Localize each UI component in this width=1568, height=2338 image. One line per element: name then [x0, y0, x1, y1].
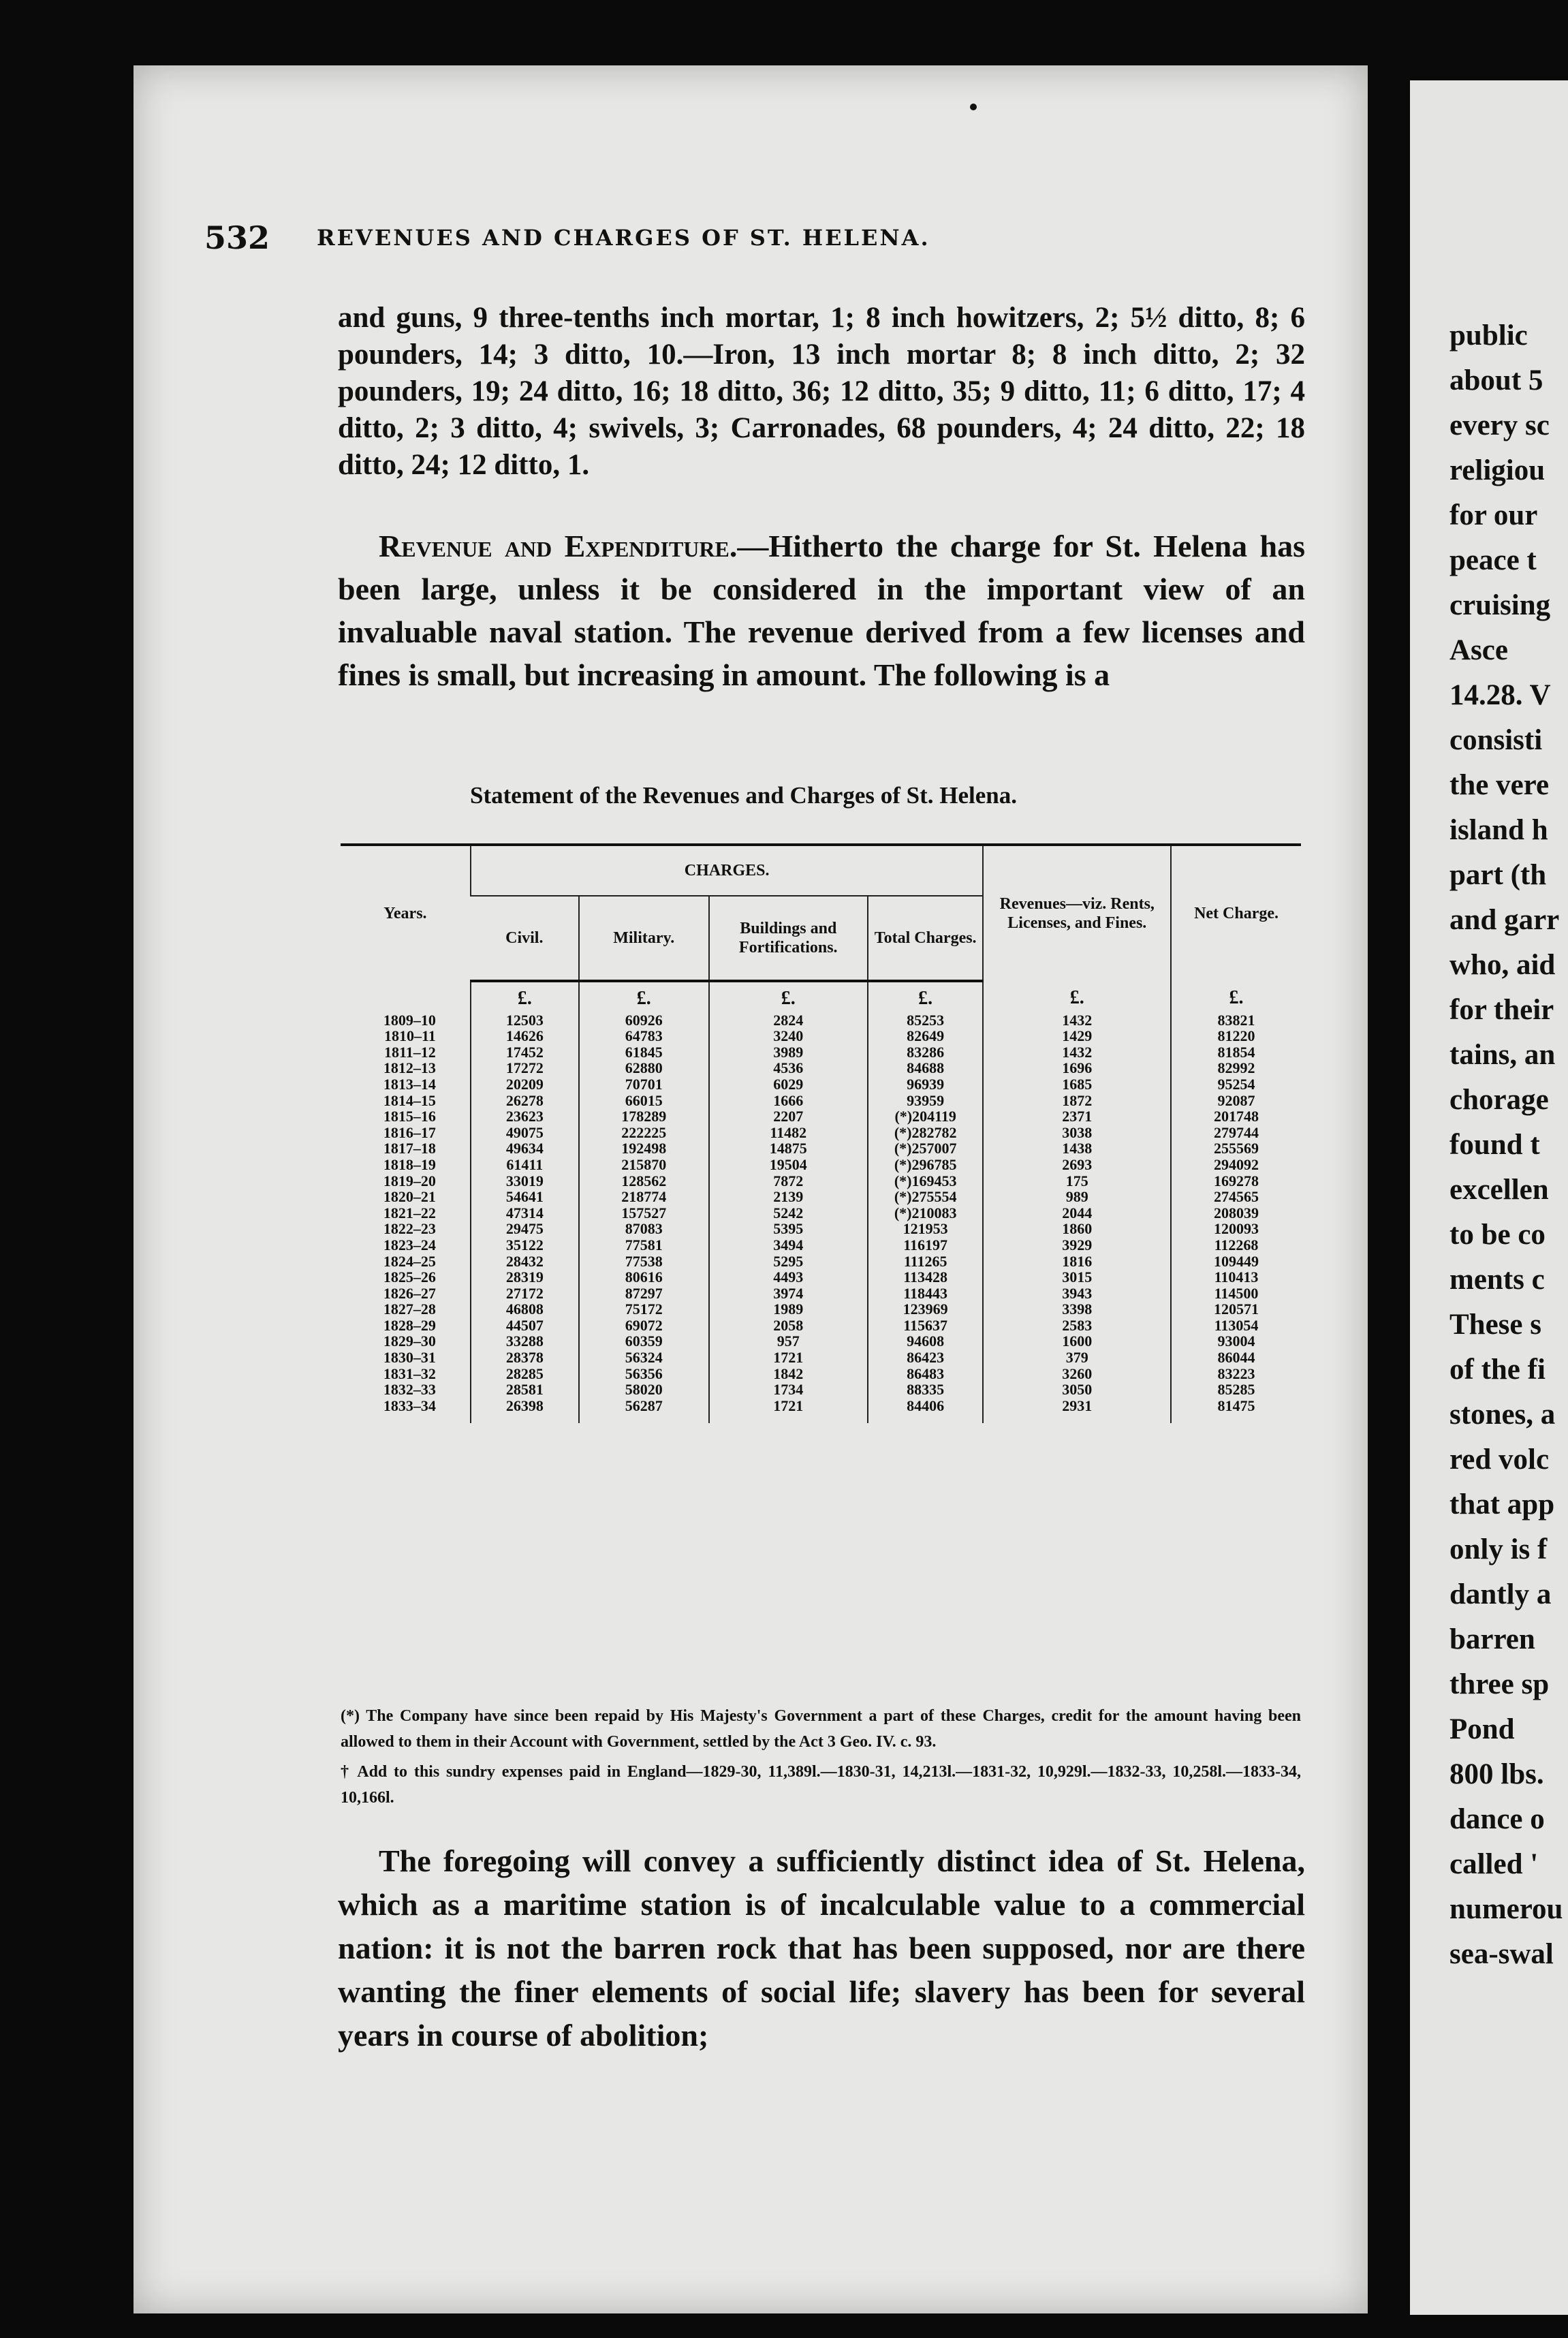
value-cell: 81854	[1171, 1044, 1301, 1061]
value-cell: 175	[983, 1173, 1171, 1189]
value-cell: 4493	[709, 1269, 868, 1285]
value-cell: 1438	[983, 1140, 1171, 1157]
revenue-text	[338, 525, 1305, 696]
value-cell: 56287	[579, 1398, 709, 1424]
table-body	[341, 981, 1301, 1423]
header-revenues: Revenues—viz. Rents, Licenses, and Fines.	[983, 845, 1171, 981]
value-cell: 2207	[709, 1108, 868, 1125]
facing-line: part (th	[1449, 859, 1547, 891]
value-cell: 3943	[983, 1285, 1171, 1302]
value-cell: (*)169453	[868, 1173, 984, 1189]
value-cell: 279744	[1171, 1125, 1301, 1141]
value-cell: 11482	[709, 1125, 868, 1141]
revenue-charges-table	[341, 843, 1301, 1423]
table-row	[341, 1125, 1301, 1141]
value-cell: 28581	[471, 1382, 579, 1398]
table-row	[341, 1285, 1301, 1302]
facing-line: peace t	[1449, 544, 1537, 576]
value-cell: 7872	[709, 1173, 868, 1189]
table-row	[341, 1253, 1301, 1270]
value-cell: 17452	[471, 1044, 579, 1061]
value-cell: 96939	[868, 1076, 984, 1093]
units-cell: £.	[709, 981, 868, 1012]
facing-line: barren	[1449, 1623, 1535, 1655]
value-cell: 1989	[709, 1301, 868, 1318]
facing-line: for their	[1449, 994, 1554, 1026]
facing-page-text	[1449, 313, 1568, 1977]
facing-line: called '	[1449, 1848, 1539, 1880]
value-cell: 60926	[579, 1012, 709, 1029]
value-cell: 85285	[1171, 1382, 1301, 1398]
value-cell: (*)257007	[868, 1140, 984, 1157]
facing-line: that app	[1449, 1488, 1555, 1521]
value-cell: 66015	[579, 1093, 709, 1109]
facing-line: three sp	[1449, 1668, 1550, 1700]
facing-line: tains, an	[1449, 1039, 1556, 1071]
facing-line: for our	[1449, 499, 1538, 531]
value-cell: 85253	[868, 1012, 984, 1029]
closing-body: The foregoing will convey a sufficiently distinct idea of St. Helena, which as a maritime station is of incalculable value to a commercial nation: it is not the barren rock that has been supposed, nor are there wanting the finer elements of social life; slavery has been for several years in course of abolition;	[338, 1843, 1305, 2053]
value-cell: 112268	[1171, 1237, 1301, 1253]
value-cell: 3974	[709, 1285, 868, 1302]
value-cell: 70701	[579, 1076, 709, 1093]
value-cell: 157527	[579, 1205, 709, 1221]
closing-paragraph	[338, 1839, 1305, 2057]
value-cell: 77538	[579, 1253, 709, 1270]
year-cell: 1818–19	[383, 1155, 436, 1173]
header-charges: CHARGES.	[471, 845, 984, 896]
value-cell: 60359	[579, 1333, 709, 1350]
value-cell: 109449	[1171, 1253, 1301, 1270]
value-cell: 110413	[1171, 1269, 1301, 1285]
year-cell: 1831–32	[383, 1365, 436, 1382]
facing-line: to be co	[1449, 1219, 1546, 1251]
facing-line: about 5	[1449, 364, 1543, 396]
value-cell: 222225	[579, 1125, 709, 1141]
facing-line: sea-swal	[1449, 1938, 1554, 1970]
table-row	[341, 1350, 1301, 1366]
value-cell: 115637	[868, 1318, 984, 1334]
facing-line: red volc	[1449, 1444, 1550, 1476]
value-cell: 87297	[579, 1285, 709, 1302]
value-cell: (*)210083	[868, 1205, 984, 1221]
value-cell: 116197	[868, 1237, 984, 1253]
value-cell: 274565	[1171, 1189, 1301, 1205]
value-cell: 2583	[983, 1318, 1171, 1334]
year-cell: 1824–25	[383, 1252, 436, 1270]
revenue-heading: Revenue and Expenditure.	[379, 529, 738, 563]
value-cell: 54641	[471, 1189, 579, 1205]
value-cell: 5395	[709, 1221, 868, 1237]
facing-line: found t	[1449, 1129, 1540, 1161]
value-cell: 61845	[579, 1044, 709, 1061]
value-cell: 1721	[709, 1398, 868, 1424]
value-cell: 5295	[709, 1253, 868, 1270]
year-cell: 1813–14	[383, 1075, 436, 1093]
facing-line: consisti	[1449, 724, 1543, 756]
value-cell: 28378	[471, 1350, 579, 1366]
value-cell: 49634	[471, 1140, 579, 1157]
header-total-charges: Total Charges.	[868, 896, 984, 981]
value-cell: 93004	[1171, 1333, 1301, 1350]
year-cell: 1815–16	[383, 1108, 436, 1125]
facing-line: chorage	[1449, 1084, 1549, 1116]
value-cell: 46808	[471, 1301, 579, 1318]
value-cell: 113428	[868, 1269, 984, 1285]
table-row	[341, 1076, 1301, 1093]
footnote-repaid: (*) The Company have since been repaid by His Majesty's Government a part of these Charges, credit for the amount having been allowed to them in their Account with Government, settled by the Act 3 Geo. IV. c. 93.	[341, 1707, 1301, 1751]
value-cell: 2139	[709, 1189, 868, 1205]
year-cell: 1809–10	[383, 1011, 436, 1029]
table-row	[341, 1382, 1301, 1398]
value-cell: 192498	[579, 1140, 709, 1157]
value-cell: 1842	[709, 1366, 868, 1382]
value-cell: 33019	[471, 1173, 579, 1189]
value-cell: (*)275554	[868, 1189, 984, 1205]
value-cell: (*)204119	[868, 1108, 984, 1125]
value-cell: 1666	[709, 1093, 868, 1109]
value-cell: 6029	[709, 1076, 868, 1093]
header-military: Military.	[579, 896, 709, 981]
year-cell: 1816–17	[383, 1123, 436, 1141]
value-cell: 3929	[983, 1237, 1171, 1253]
value-cell: 61411	[471, 1157, 579, 1173]
value-cell: 14626	[471, 1028, 579, 1044]
value-cell: 1860	[983, 1221, 1171, 1237]
value-cell: 26278	[471, 1093, 579, 1109]
page-number: 532	[204, 219, 270, 256]
value-cell: (*)282782	[868, 1125, 984, 1141]
value-cell: 128562	[579, 1173, 709, 1189]
value-cell: 83223	[1171, 1366, 1301, 1382]
value-cell: 1600	[983, 1333, 1171, 1350]
page-speck	[970, 104, 977, 110]
units-cell: £.	[471, 981, 579, 1012]
facing-line: Asce	[1449, 634, 1508, 666]
value-cell: 294092	[1171, 1157, 1301, 1173]
value-cell: 83821	[1171, 1012, 1301, 1029]
value-cell: 114500	[1171, 1285, 1301, 1302]
value-cell: 118443	[868, 1285, 984, 1302]
value-cell: 1432	[983, 1012, 1171, 1029]
value-cell: 111265	[868, 1253, 984, 1270]
header-years: Years.	[341, 845, 471, 981]
value-cell: 69072	[579, 1318, 709, 1334]
value-cell: 84688	[868, 1060, 984, 1076]
value-cell: 215870	[579, 1157, 709, 1173]
value-cell: 1685	[983, 1076, 1171, 1093]
value-cell: 120093	[1171, 1221, 1301, 1237]
value-cell: 95254	[1171, 1076, 1301, 1093]
table-row	[341, 1205, 1301, 1221]
value-cell: 1816	[983, 1253, 1171, 1270]
value-cell: 26398	[471, 1398, 579, 1424]
year-cell: 1821–22	[383, 1204, 436, 1221]
value-cell: 121953	[868, 1221, 984, 1237]
footnotes	[341, 1703, 1301, 1811]
value-cell: 2824	[709, 1012, 868, 1029]
value-cell: 87083	[579, 1221, 709, 1237]
year-cell: 1829–30	[383, 1332, 436, 1350]
facing-line: the vere	[1449, 769, 1550, 801]
value-cell: 379	[983, 1350, 1171, 1366]
year-cell: 1810–11	[384, 1027, 436, 1045]
value-cell: 82992	[1171, 1060, 1301, 1076]
table-row	[341, 1108, 1301, 1125]
table-row	[341, 1093, 1301, 1109]
value-cell: 19504	[709, 1157, 868, 1173]
value-cell: 120571	[1171, 1301, 1301, 1318]
value-cell: 3038	[983, 1125, 1171, 1141]
units-cell: £.	[1171, 981, 1301, 1012]
value-cell: 47314	[471, 1205, 579, 1221]
value-cell: 255569	[1171, 1140, 1301, 1157]
table-row	[341, 1318, 1301, 1334]
closing-text	[338, 1839, 1305, 2057]
value-cell: 208039	[1171, 1205, 1301, 1221]
facing-line: public	[1449, 319, 1528, 352]
value-cell: 84406	[868, 1398, 984, 1424]
value-cell: 201748	[1171, 1108, 1301, 1125]
facing-line: These s	[1449, 1309, 1541, 1341]
value-cell: 1734	[709, 1382, 868, 1398]
table-row	[341, 1398, 1301, 1424]
facing-line: every sc	[1449, 409, 1550, 441]
value-cell: 17272	[471, 1060, 579, 1076]
facing-line: dantly a	[1449, 1578, 1552, 1610]
facing-line: island h	[1449, 814, 1548, 846]
value-cell: 1432	[983, 1044, 1171, 1061]
page-header	[204, 219, 1308, 256]
value-cell: 4536	[709, 1060, 868, 1076]
facing-line: stones, a	[1449, 1399, 1556, 1431]
value-cell: 3260	[983, 1366, 1171, 1382]
year-cell: 1817–18	[383, 1140, 436, 1157]
value-cell: 123969	[868, 1301, 984, 1318]
table-row	[341, 1012, 1301, 1029]
units-cell: £.	[579, 981, 709, 1012]
value-cell: 3015	[983, 1269, 1171, 1285]
year-cell: 1823–24	[383, 1236, 436, 1253]
facing-line: dance o	[1449, 1803, 1545, 1835]
value-cell: 3398	[983, 1301, 1171, 1318]
units-cell-empty	[341, 981, 471, 1012]
value-cell: 957	[709, 1333, 868, 1350]
year-cell: 1825–26	[383, 1268, 436, 1286]
value-cell: 23623	[471, 1108, 579, 1125]
value-cell: 75172	[579, 1301, 709, 1318]
value-cell: 92087	[1171, 1093, 1301, 1109]
year-cell: 1819–20	[383, 1172, 436, 1189]
value-cell: 81220	[1171, 1028, 1301, 1044]
value-cell: 3989	[709, 1044, 868, 1061]
facing-line: and garr	[1449, 904, 1560, 936]
year-cell: 1830–31	[383, 1349, 436, 1367]
table-row	[341, 1237, 1301, 1253]
value-cell: (*)296785	[868, 1157, 984, 1173]
year-cell: 1814–15	[383, 1091, 436, 1109]
value-cell: 83286	[868, 1044, 984, 1061]
value-cell: 3494	[709, 1237, 868, 1253]
facing-line: only is f	[1449, 1533, 1548, 1565]
value-cell: 2931	[983, 1398, 1171, 1424]
value-cell: 989	[983, 1189, 1171, 1205]
value-cell: 58020	[579, 1382, 709, 1398]
value-cell: 3050	[983, 1382, 1171, 1398]
value-cell: 28285	[471, 1366, 579, 1382]
header-net-charge: Net Charge.	[1171, 845, 1301, 981]
value-cell: 218774	[579, 1189, 709, 1205]
value-cell: 86044	[1171, 1350, 1301, 1366]
year-cell: 1820–21	[383, 1188, 436, 1206]
value-cell: 62880	[579, 1060, 709, 1076]
value-cell: 12503	[471, 1012, 579, 1029]
units-cell: £.	[983, 981, 1171, 1012]
table-row	[341, 1173, 1301, 1189]
value-cell: 2693	[983, 1157, 1171, 1173]
value-cell: 82649	[868, 1028, 984, 1044]
table-row	[341, 1028, 1301, 1044]
table-row	[341, 1333, 1301, 1350]
year-cell: 1811–12	[384, 1043, 436, 1061]
value-cell: 3240	[709, 1028, 868, 1044]
value-cell: 64783	[579, 1028, 709, 1044]
table-row	[341, 1157, 1301, 1173]
year-cell: 1833–34	[383, 1397, 436, 1414]
value-cell: 49075	[471, 1125, 579, 1141]
value-cell: 56324	[579, 1350, 709, 1366]
facing-line: who, aid	[1449, 949, 1556, 981]
units-cell: £.	[868, 981, 984, 1012]
value-cell: 88335	[868, 1382, 984, 1398]
value-cell: 169278	[1171, 1173, 1301, 1189]
value-cell: 93959	[868, 1093, 984, 1109]
guns-paragraph	[338, 300, 1305, 484]
value-cell: 178289	[579, 1108, 709, 1125]
value-cell: 1872	[983, 1093, 1171, 1109]
year-cell: 1826–27	[383, 1284, 436, 1302]
table-row	[341, 1221, 1301, 1237]
table-row	[341, 1189, 1301, 1205]
value-cell: 56356	[579, 1366, 709, 1382]
year-cell: 1812–13	[383, 1059, 436, 1077]
value-cell: 27172	[471, 1285, 579, 1302]
value-cell: 20209	[471, 1076, 579, 1093]
facing-line: religiou	[1449, 454, 1546, 486]
value-cell: 2044	[983, 1205, 1171, 1221]
facing-line: 800 lbs.	[1449, 1758, 1544, 1790]
facing-line: Pond	[1449, 1713, 1515, 1745]
guns-text: and guns, 9 three-tenths inch mortar, 1; 8 inch howitzers, 2; 5½ ditto, 8; 6 pounders, 14; 3 ditto, 10.—Iron, 13 inch mortar 8; 8 inch ditto, 2; 32 pounders, 19; 24 ditto, 16; 18 ditto, 36; 12 ditto, 35; 9 ditto, 11; 6 ditto, 17; 4 ditto, 2; 3 ditto, 4; swivels, 3; Carronades, 68 pounders, 4; 24 ditto, 22; 18 ditto, 24; 12 ditto, 1.	[338, 302, 1305, 481]
facing-line: cruising	[1449, 589, 1551, 621]
value-cell: 44507	[471, 1318, 579, 1334]
facing-line: 14.28. V	[1449, 679, 1551, 711]
year-cell: 1822–23	[383, 1220, 436, 1238]
value-cell: 80616	[579, 1269, 709, 1285]
revenue-body: —Hitherto the charge for St. Helena has been large, unless it be considered in the important view of an invaluable naval station. The revenue derived from a few licenses and fines is small, but increasing in amount. The following is a	[338, 529, 1305, 692]
facing-line: of the fi	[1449, 1354, 1546, 1386]
value-cell: 86423	[868, 1350, 984, 1366]
value-cell: 94608	[868, 1333, 984, 1350]
value-cell: 14875	[709, 1140, 868, 1157]
facing-line: excellen	[1449, 1174, 1549, 1206]
value-cell: 113054	[1171, 1318, 1301, 1334]
value-cell: 28432	[471, 1253, 579, 1270]
facing-line: ments c	[1449, 1264, 1545, 1296]
revenue-paragraph	[338, 525, 1305, 696]
value-cell: 35122	[471, 1237, 579, 1253]
year-cell: 1828–29	[383, 1316, 436, 1334]
value-cell: 2058	[709, 1318, 868, 1334]
table-row	[341, 1366, 1301, 1382]
table-row	[341, 1044, 1301, 1061]
footnote-sundry-expenses: † Add to this sundry expenses paid in England—1829-30, 11,389l.—1830-31, 14,213l.—1831-32, 10,929l.—1832-33, 10,258l.—1833-34, 10,166l.	[341, 1763, 1301, 1807]
header-civil: Civil.	[471, 896, 579, 981]
year-cell: 1832–33	[383, 1381, 436, 1399]
value-cell: 29475	[471, 1221, 579, 1237]
table-title: Statement of the Revenues and Charges of St. Helena.	[470, 782, 1017, 809]
value-cell: 33288	[471, 1333, 579, 1350]
table-row	[341, 1140, 1301, 1157]
value-cell: 86483	[868, 1366, 984, 1382]
value-cell: 28319	[471, 1269, 579, 1285]
table-row	[341, 1301, 1301, 1318]
running-head: REVENUES AND CHARGES OF ST. HELENA.	[317, 225, 930, 251]
value-cell: 1721	[709, 1350, 868, 1366]
value-cell: 1696	[983, 1060, 1171, 1076]
value-cell: 77581	[579, 1237, 709, 1253]
facing-line: numerou	[1449, 1893, 1563, 1925]
units-row	[341, 981, 1301, 1012]
value-cell: 1429	[983, 1028, 1171, 1044]
table-row	[341, 1060, 1301, 1076]
header-buildings: Buildings and Fortifications.	[709, 896, 868, 981]
value-cell: 2371	[983, 1108, 1171, 1125]
value-cell: 5242	[709, 1205, 868, 1221]
value-cell: 81475	[1171, 1398, 1301, 1424]
year-cell: 1827–28	[383, 1300, 436, 1318]
table-row	[341, 1269, 1301, 1285]
